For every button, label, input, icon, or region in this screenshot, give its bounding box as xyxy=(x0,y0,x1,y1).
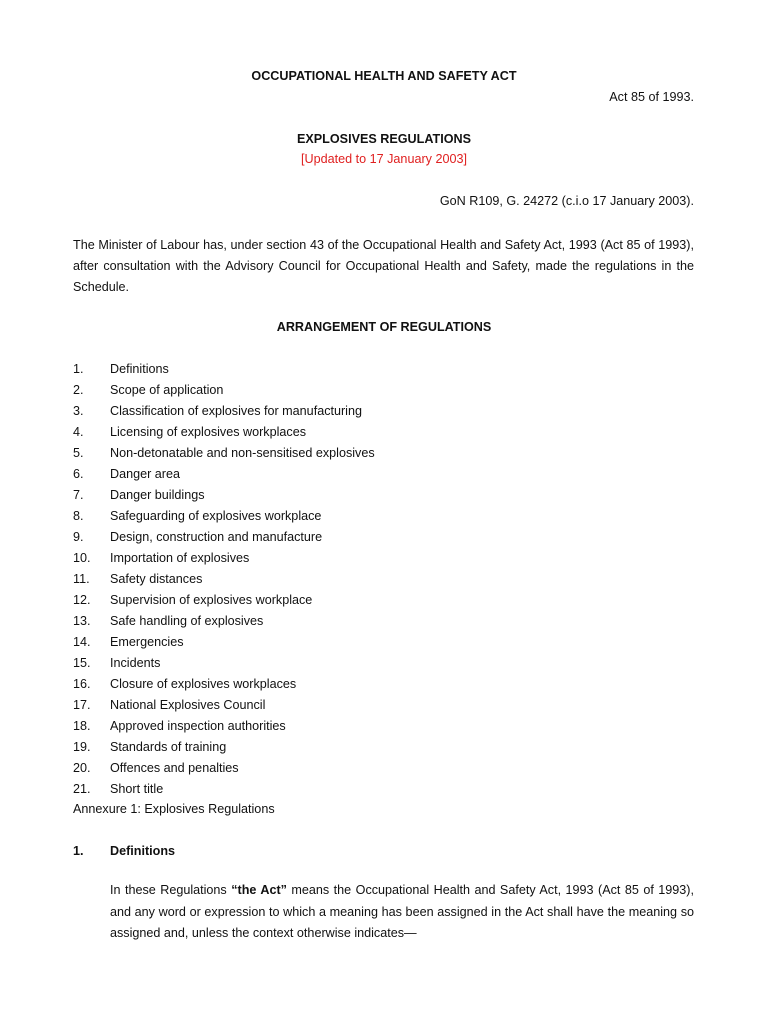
list-item-text: Classification of explosives for manufacturing xyxy=(110,404,362,418)
list-item xyxy=(73,761,693,782)
list-item xyxy=(73,488,693,509)
list-item-text: Short title xyxy=(110,782,164,796)
list-item-number: 11. xyxy=(73,572,90,586)
arrangement-list xyxy=(73,362,693,803)
act-number: Act 85 of 1993. xyxy=(609,90,694,104)
list-item-number: 7. xyxy=(73,488,84,502)
list-item-text: Scope of application xyxy=(110,383,224,397)
list-item-number: 19. xyxy=(73,740,91,754)
list-item-number: 3. xyxy=(73,404,84,418)
list-item xyxy=(73,509,693,530)
list-item xyxy=(73,614,693,635)
list-item xyxy=(73,572,693,593)
annexure-line: Annexure 1: Explosives Regulations xyxy=(73,802,275,816)
definitions-paragraph xyxy=(110,880,694,945)
list-item-number: 9. xyxy=(73,530,84,544)
list-item-text: Supervision of explosives workplace xyxy=(110,593,313,607)
list-item xyxy=(73,404,693,425)
list-item-text: Importation of explosives xyxy=(110,551,250,565)
list-item-text: Standards of training xyxy=(110,740,227,754)
list-item-text: Danger buildings xyxy=(110,488,205,502)
list-item xyxy=(73,677,693,698)
list-item-text: Licensing of explosives workplaces xyxy=(110,425,307,439)
intro-paragraph: The Minister of Labour has, under section 43 of the Occupational Health and Safety Act, 1993 (Act 85 of 1993), after consultation with the Advisory Council for Occupational Health and Safety, made the regulations in the Schedule. xyxy=(73,238,694,294)
definitions-rest: means the Occupational Health and Safety Act, 1993 (Act 85 of 1993), and any word or expression to which a meaning has been assigned in the Act shall have the meaning so assigned and, unless the context otherwise indicates— xyxy=(110,883,694,940)
list-item-number: 5. xyxy=(73,446,84,460)
list-item xyxy=(73,362,693,383)
list-item-text: National Explosives Council xyxy=(110,698,266,712)
list-item-number: 18. xyxy=(73,719,91,733)
list-item xyxy=(73,719,693,740)
list-item-number: 17. xyxy=(73,698,91,712)
list-item xyxy=(73,656,693,677)
list-item-number: 1. xyxy=(73,362,84,376)
list-item xyxy=(73,425,693,446)
list-item-number: 14. xyxy=(73,635,91,649)
list-item-number: 15. xyxy=(73,656,91,670)
regulations-title: EXPLOSIVES REGULATIONS xyxy=(296,132,471,146)
list-item-number: 4. xyxy=(73,425,84,439)
definitions-prefix: In these Regulations xyxy=(110,883,232,897)
list-item xyxy=(73,782,693,803)
list-item-text: Danger area xyxy=(110,467,181,481)
list-item xyxy=(73,740,693,761)
act-title: OCCUPATIONAL HEALTH AND SAFETY ACT xyxy=(251,69,517,83)
list-item-number: 2. xyxy=(73,383,84,397)
list-item-text: Offences and penalties xyxy=(110,761,239,775)
arrangement-heading: ARRANGEMENT OF REGULATIONS xyxy=(276,320,492,334)
list-item-text: Safety distances xyxy=(110,572,203,586)
list-item-number: 13. xyxy=(73,614,91,628)
updated-note: [Updated to 17 January 2003] xyxy=(301,152,467,166)
defined-term: “the Act” xyxy=(231,883,287,897)
list-item-text: Definitions xyxy=(110,362,169,376)
list-item xyxy=(73,698,693,719)
list-item xyxy=(73,551,693,572)
list-item xyxy=(73,446,693,467)
gazette-reference: GoN R109, G. 24272 (c.i.o 17 January 2003). xyxy=(439,194,694,208)
list-item xyxy=(73,635,693,656)
list-item-text: Safeguarding of explosives workplace xyxy=(110,509,322,523)
list-item-text: Closure of explosives workplaces xyxy=(110,677,297,691)
list-item-number: 6. xyxy=(73,467,84,481)
list-item-text: Design, construction and manufacture xyxy=(110,530,323,544)
list-item xyxy=(73,530,693,551)
list-item-number: 20. xyxy=(73,761,91,775)
list-item-text: Emergencies xyxy=(110,635,184,649)
list-item-text: Approved inspection authorities xyxy=(110,719,286,733)
list-item xyxy=(73,467,693,488)
section-number: 1. xyxy=(73,844,84,858)
list-item-text: Non-detonatable and non-sensitised explosives xyxy=(110,446,375,460)
list-item-number: 12. xyxy=(73,593,91,607)
list-item xyxy=(73,593,693,614)
section-title: Definitions xyxy=(110,844,176,858)
list-item xyxy=(73,383,693,404)
list-item-number: 8. xyxy=(73,509,84,523)
list-item-text: Incidents xyxy=(110,656,161,670)
list-item-number: 21. xyxy=(73,782,91,796)
list-item-number: 10. xyxy=(73,551,91,565)
list-item-text: Safe handling of explosives xyxy=(110,614,264,628)
list-item-number: 16. xyxy=(73,677,91,691)
